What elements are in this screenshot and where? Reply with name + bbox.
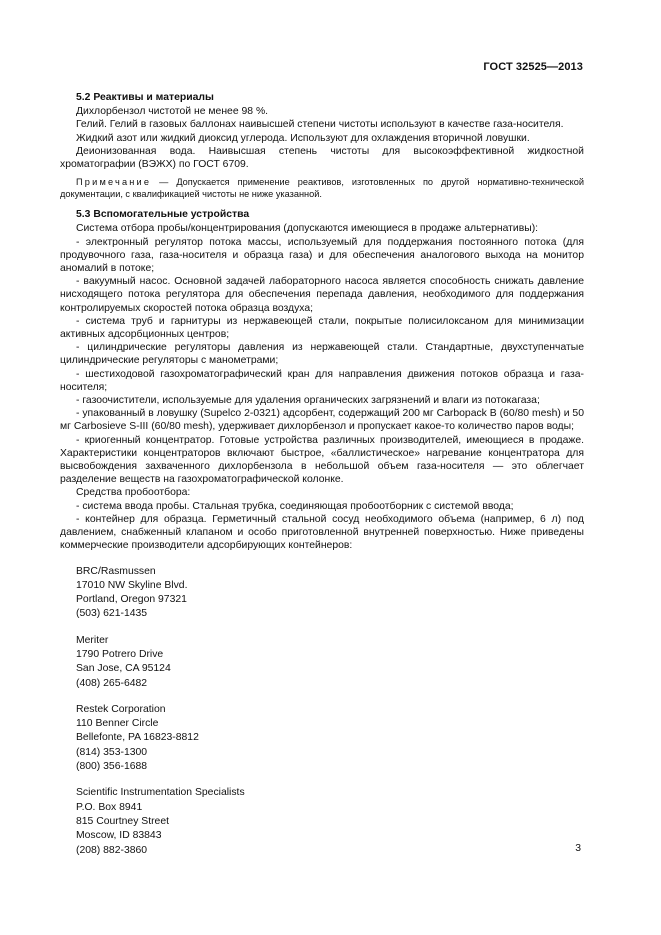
address-line: San Jose, CA 95124	[76, 663, 171, 675]
address-line: 17010 NW Skyline Blvd.	[76, 579, 188, 591]
paragraph: Гелий. Гелий в газовых баллонах наивысшей степени чистоты используют в качестве газа-носителя.	[76, 119, 564, 131]
page-body	[60, 91, 584, 858]
section-heading-reagents: 5.2 Реактивы и материалы	[76, 92, 214, 103]
note	[60, 176, 584, 200]
address-block	[60, 786, 584, 857]
paragraph: Деионизованная вода. Наивысшая степень чистоты для высокоэффективной жидкостной хроматографии (ВЭЖХ) по ГОСТ 6709.	[60, 145, 584, 171]
address-line: Restek Corporation	[76, 703, 166, 715]
list-item: - система ввода пробы. Стальная трубка, соединяющая пробоотборник с системой ввода;	[76, 500, 514, 512]
section-heading-auxiliary-devices: 5.3 Вспомогательные устройства	[76, 209, 250, 221]
paragraph: Средства пробоотбора:	[76, 487, 191, 499]
address-line: 1790 Potrero Drive	[76, 648, 164, 660]
list-item: - криогенный концентратор. Готовые устройства различных производителей, имеющиеся в продаже. Характеристики концентраторов включают быстрое, «баллистическое» нагревание концентратора для высвобождения захваченного дихлорбензола в небольшой объем газа-носителя — это облегчает разделение веществ на газохроматографической колонке.	[60, 434, 584, 486]
list-item: - шестиходовой газохроматографический кран для направления движения потоков образца и газа-носителя;	[60, 368, 584, 393]
paragraph: Жидкий азот или жидкий диоксид углерода. Используют для охлаждения вторичной ловушки.	[76, 132, 530, 144]
address-line: P.O. Box 8941	[76, 801, 143, 813]
note-label: Примечание	[76, 177, 152, 188]
address-line: 110 Benner Circle	[76, 718, 159, 730]
address-block	[60, 634, 584, 691]
paragraph: Дихлорбензол чистотой не менее 98 %.	[76, 106, 269, 118]
note-text: — Допускается применение реактивов, изготовленных по другой нормативно-технической документации, с квалификацией чистоты не ниже указанной.	[60, 177, 584, 200]
address-block	[60, 565, 584, 622]
address-line: Portland, Oregon 97321	[76, 594, 187, 606]
list-item: - система труб и гарнитуры из нержавеющей стали, покрытые полисилоксаном для минимизации активных адсорбционных центров;	[60, 315, 584, 341]
address-line: (408) 265-6482	[76, 677, 148, 689]
list-item: - газоочистители, используемые для удаления органических загрязнений и влаги из потокагаза;	[76, 395, 540, 407]
address-line: (814) 353-1300	[76, 746, 148, 758]
list-item: - электронный регулятор потока массы, используемый для поддержания постоянного потока (для продувочного газа, газа-носителя и образца газа) и для обеспечения аналогового выхода на монитор аномалий в потоке;	[60, 236, 584, 275]
address-line: Scientific Instrumentation Specialists	[76, 787, 245, 799]
paragraph: Система отбора пробы/концентрирования (допускаются имеющиеся в продаже альтернативы):	[76, 223, 539, 235]
address-line: (800) 356-1688	[76, 761, 148, 773]
standard-header: ГОСТ 32525—2013	[483, 61, 583, 73]
address-line: Meriter	[76, 634, 109, 646]
list-item: - контейнер для образца. Герметичный стальной сосуд необходимого объема (например, 6 л) под давлением, снабженный клапаном и особо приготовленной внутренней поверхностью. Ниже приведены коммерческие производители адсорбирующих контейнеров:	[60, 513, 584, 552]
address-line: (208) 882-3860	[76, 844, 148, 856]
page-number: 3	[575, 843, 581, 854]
address-line: Moscow, ID 83843	[76, 830, 162, 842]
address-line: Bellefonte, PA 16823-8812	[76, 732, 199, 744]
list-item: - упакованный в ловушку (Supelco 2-0321) адсорбент, содержащий 200 мг Carbopack B (60/80 mesh) и 50 мг Carbosieve S-III (60/80 mesh), удерживает дихлорбензол и пропускает какое-то количество паров воды;	[60, 408, 584, 433]
list-item: - вакуумный насос. Основной задачей лабораторного насоса является способность снижать давление нисходящего потока регулятора для обеспечения перепада давления, необходимого для поддержания контролируемых скоростей потока образца воздуха;	[60, 276, 584, 314]
list-item: - цилиндрические регуляторы давления из нержавеющей стали. Стандартные, двухступенчатые цилиндрические регуляторы с манометрами;	[60, 342, 584, 367]
address-line: BRC/Rasmussen	[76, 565, 156, 577]
address-block	[60, 703, 584, 774]
address-line: (503) 621-1435	[76, 608, 148, 620]
address-line: 815 Courtney Street	[76, 815, 169, 827]
